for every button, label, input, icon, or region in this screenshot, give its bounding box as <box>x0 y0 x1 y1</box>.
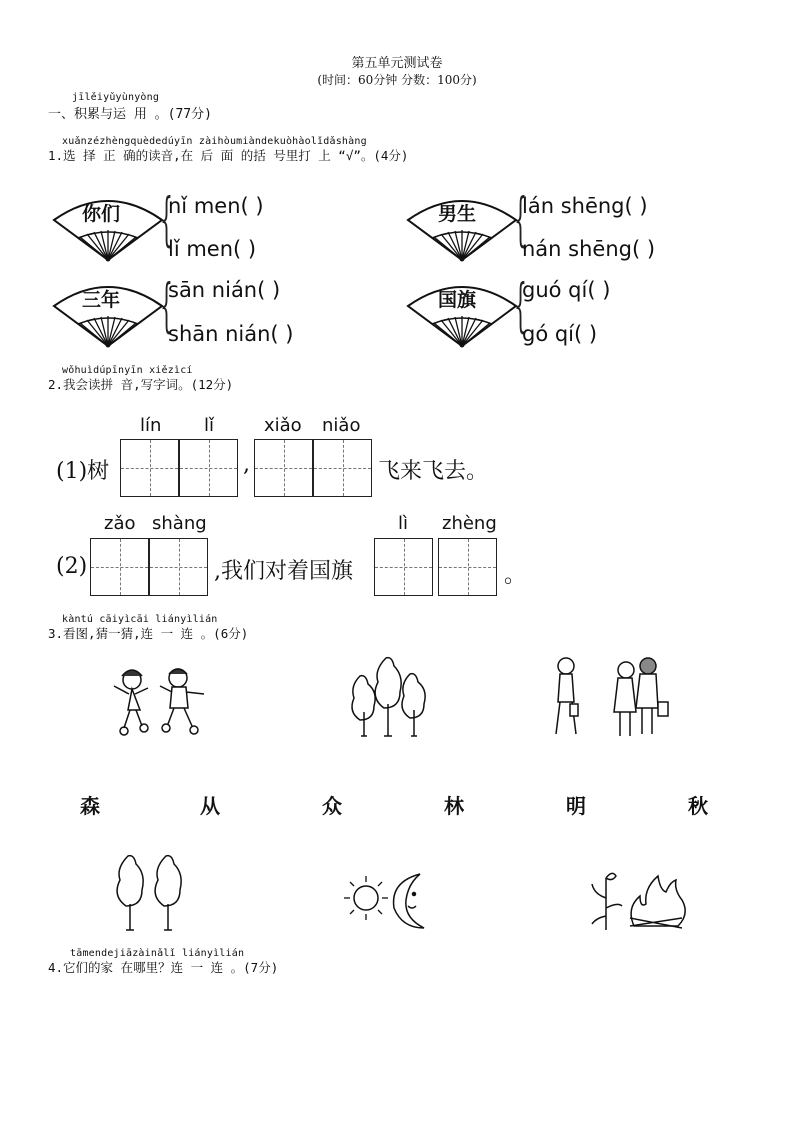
q3-pinyin: kàntú cāiyìcāi liányìlián <box>62 614 218 625</box>
line1-prefix: (1)树 <box>56 459 110 484</box>
line1-suffix: 飞来飞去。 <box>378 459 489 484</box>
pinyin-shang: shàng <box>152 513 207 534</box>
line2-suffix: 。 <box>504 563 527 588</box>
writing-box-li2[interactable] <box>374 538 433 596</box>
brace: { <box>160 271 173 339</box>
q3-text: 3.看图,猜一猜,连 一 连 。(6分) <box>48 626 249 641</box>
option-shannian[interactable]: shān nián( ) <box>168 322 294 346</box>
sun-and-moon-icon[interactable] <box>344 872 444 936</box>
char-ming[interactable]: 明 <box>566 794 586 818</box>
writing-box-lin[interactable] <box>120 439 179 497</box>
page-subtitle: (时间：60分钟 分数：100分) <box>317 73 477 87</box>
crop-and-fire-icon[interactable] <box>590 868 688 938</box>
q2-pinyin: wǒhuìdúpīnyīn xiězìcí <box>62 365 193 376</box>
option-goqi[interactable]: gó qí( ) <box>522 322 598 346</box>
char-cong[interactable]: 从 <box>200 794 220 818</box>
three-people-walking-icon[interactable] <box>546 656 674 744</box>
char-zhong[interactable]: 众 <box>322 794 342 818</box>
q2-text: 2.我会读拼 音,写字词。(12分) <box>48 377 234 392</box>
option-sannian[interactable]: sān nián( ) <box>168 278 281 302</box>
q4-text: 4.它们的家 在哪里？连 一 连 。(7分) <box>48 960 279 975</box>
writing-box-zao[interactable] <box>90 538 149 596</box>
fan-label: 国旗 <box>438 289 477 311</box>
pinyin-lin: lín <box>140 415 162 436</box>
writing-box-xiao[interactable] <box>254 439 313 497</box>
three-trees-icon[interactable] <box>346 656 428 744</box>
pinyin-niao: niǎo <box>322 415 361 436</box>
pinyin-li: lǐ <box>204 415 215 436</box>
fan-label: 三年 <box>82 289 121 311</box>
line2-prefix: (2) <box>56 554 88 579</box>
pinyin-li2: lì <box>398 513 409 534</box>
line2-middle: ,我们对着国旗 <box>214 559 353 584</box>
q1-text: 1.选 择 正 确的读音,在 后 面 的括 号里打 上 “√”。(4分) <box>48 148 409 163</box>
q4-pinyin: tāmendejiāzàinǎlǐ liányìlián <box>70 948 245 959</box>
writing-box-shang[interactable] <box>149 538 208 596</box>
two-kids-playing-icon[interactable] <box>104 664 210 744</box>
pinyin-xiao: xiǎo <box>264 415 302 436</box>
char-sen[interactable]: 森 <box>80 794 100 818</box>
section1-heading: 一、积累与运 用 。(77分) <box>48 107 212 122</box>
writing-box-niao[interactable] <box>313 439 372 497</box>
brace: { <box>514 271 527 339</box>
fan-label: 你们 <box>82 203 121 225</box>
writing-box-zheng[interactable] <box>438 538 497 596</box>
brace: { <box>514 185 527 253</box>
writing-box-li[interactable] <box>179 439 238 497</box>
line1-comma: , <box>243 452 250 477</box>
char-qiu[interactable]: 秋 <box>688 794 708 818</box>
q1-pinyin: xuǎnzézhèngquèdedúyīn zàihòumiàndekuòhàolǐdǎshàng <box>62 136 367 147</box>
option-guoqi[interactable]: guó qí( ) <box>522 278 611 302</box>
pinyin-zheng: zhèng <box>442 513 497 534</box>
option-nimen[interactable]: nǐ men( ) <box>168 194 264 218</box>
option-nansheng[interactable]: nán shēng( ) <box>522 237 656 261</box>
char-lin[interactable]: 林 <box>444 794 464 818</box>
section1-pinyin: jīlěiyǔyùnyòng <box>72 92 160 103</box>
option-limen[interactable]: lǐ men( ) <box>168 237 257 261</box>
page-title: 第五单元测试卷 <box>351 56 443 71</box>
pinyin-zao: zǎo <box>104 513 136 534</box>
brace: { <box>160 185 173 253</box>
two-trees-icon[interactable] <box>110 854 188 938</box>
option-lansheng[interactable]: lán shēng( ) <box>522 194 648 218</box>
fan-label: 男生 <box>438 203 477 225</box>
